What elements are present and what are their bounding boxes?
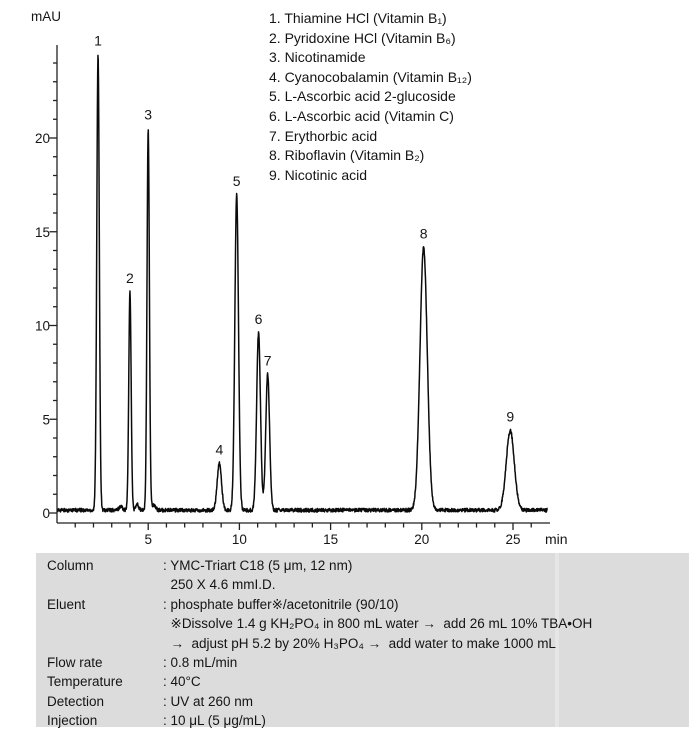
peak-label-5: 5	[232, 173, 241, 190]
conditions-panel	[36, 553, 689, 727]
x-axis-title: min	[545, 531, 568, 547]
legend-item: 4. Cyanocobalamin (Vitamin B₁₂)	[269, 68, 472, 85]
y-tick-label: 20	[34, 131, 50, 146]
condition-value	[163, 595, 689, 653]
condition-label: Eluent	[47, 596, 86, 612]
condition-value	[163, 711, 689, 730]
y-tick-label: 15	[34, 224, 50, 240]
condition-label: Injection	[47, 713, 98, 729]
condition-row-column	[47, 556, 689, 595]
condition-label: Detection	[47, 693, 105, 709]
peak-label-6: 6	[254, 311, 263, 327]
condition-value-line: : phosphate buffer※/acetonitrile (90/10)	[163, 596, 399, 612]
condition-value-line: : 40°C	[163, 674, 201, 690]
condition-row-eluent	[47, 595, 689, 653]
condition-row-injection	[47, 711, 689, 730]
legend-item: 8. Riboflavin (Vitamin B₂)	[269, 147, 425, 164]
condition-label: Flow rate	[47, 655, 103, 671]
condition-value-line: : 0.8 mL/min	[163, 655, 238, 671]
y-tick-label: 10	[34, 318, 50, 334]
y-tick-label: 0	[42, 506, 50, 521]
condition-label: Temperature	[47, 674, 123, 690]
condition-value-line: : YMC-Triart C18 (5 μm, 12 nm)	[163, 558, 353, 573]
legend-item: 2. Pyridoxine HCl (Vitamin B₆)	[269, 29, 456, 46]
legend-item: 5. L-Ascorbic acid 2-glucoside	[269, 88, 456, 105]
condition-label: Column	[47, 558, 94, 573]
y-tick-label: 5	[42, 412, 50, 428]
condition-row-temperature	[47, 672, 689, 691]
condition-row-flow-rate	[47, 653, 689, 672]
peak-label-1: 1	[94, 32, 102, 49]
x-tick-label: 5	[144, 532, 152, 547]
peak-label-4: 4	[215, 441, 224, 458]
x-tick-label: 15	[323, 532, 339, 547]
x-tick-label: 20	[414, 532, 430, 547]
conditions-rows	[36, 556, 689, 731]
legend-item: 7. Erythorbic acid	[269, 127, 378, 144]
legend-item: 3. Nicotinamide	[269, 49, 366, 66]
peak-legend	[269, 9, 472, 185]
condition-value	[163, 692, 689, 711]
peak-label-7: 7	[263, 352, 272, 369]
legend-item: 6. L-Ascorbic acid (Vitamin C)	[269, 107, 454, 124]
x-tick-label: 10	[231, 532, 247, 547]
peak-label-2: 2	[126, 269, 134, 286]
condition-value	[163, 556, 689, 595]
condition-value	[163, 653, 689, 672]
peak-label-9: 9	[506, 408, 515, 425]
condition-value-line: : UV at 260 nm	[163, 693, 254, 709]
condition-value	[163, 672, 689, 691]
peak-label-3: 3	[144, 106, 153, 123]
peak-label-8: 8	[419, 225, 428, 242]
x-tick-label: 25	[505, 532, 521, 547]
condition-row-detection	[47, 692, 689, 711]
legend-item: 9. Nicotinic acid	[269, 166, 368, 183]
condition-value-line: 250 X 4.6 mmI.D.	[163, 577, 276, 593]
y-axis-title: mAU	[31, 9, 61, 24]
condition-value-line: : 10 μL (5 μg/mL)	[163, 713, 266, 729]
condition-value-line: ※Dissolve 1.4 g KH₂PO₄ in 800 mL water → add 26 mL 10% TBA•OH	[163, 616, 593, 632]
legend-item: 1. Thiamine HCl (Vitamin B₁)	[269, 10, 447, 26]
condition-value-line: → adjust pH 5.2 by 20% H₃PO₄ → add water to make 1000 mL	[163, 635, 556, 651]
